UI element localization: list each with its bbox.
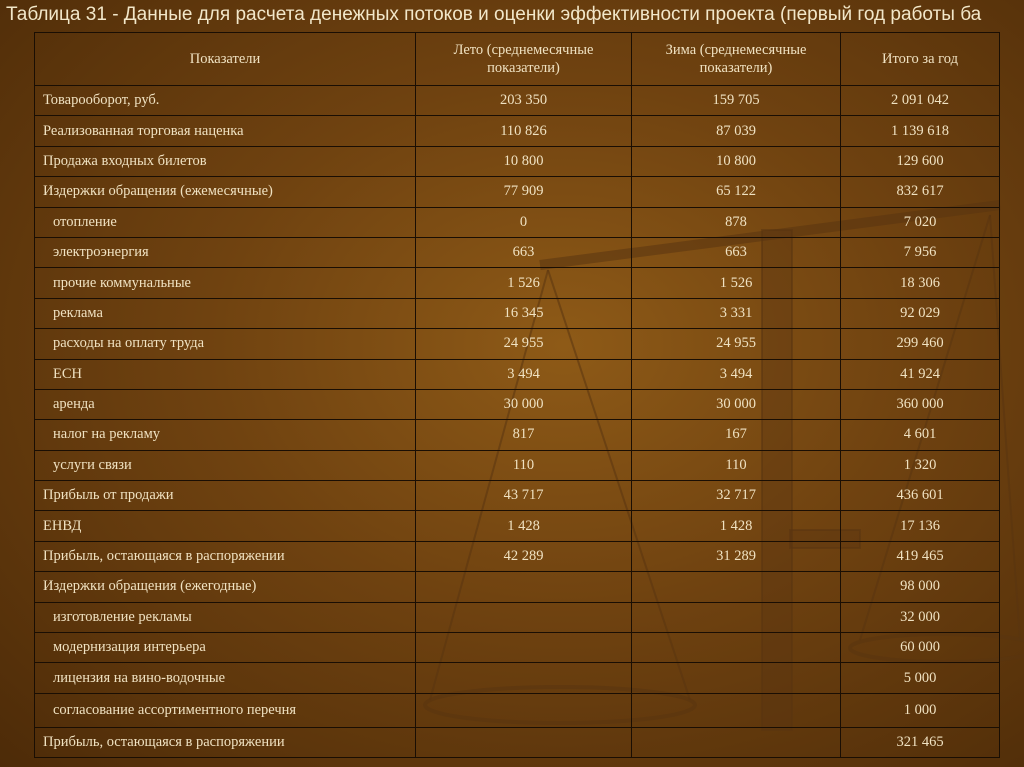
header-winter: Зима (среднемесячные показатели) (632, 33, 841, 86)
winter-value (632, 602, 841, 632)
slide-title: Таблица 31 - Данные для расчета денежных потоков и оценки эффективности проекта (первый год работы ба (6, 4, 982, 25)
total-value: 419 465 (841, 541, 1000, 571)
total-value: 436 601 (841, 481, 1000, 511)
row-label: ЕНВД (35, 511, 416, 541)
summer-value: 30 000 (416, 389, 632, 419)
table-row (35, 237, 1000, 267)
winter-value: 159 705 (632, 86, 841, 116)
total-value: 7 020 (841, 207, 1000, 237)
table-row (35, 727, 1000, 757)
total-value: 360 000 (841, 389, 1000, 419)
total-value: 1 320 (841, 450, 1000, 480)
summer-value: 663 (416, 237, 632, 267)
row-label: Прибыль, остающаяся в распоряжении (35, 727, 416, 757)
table-row (35, 116, 1000, 146)
row-label: Товарооборот, руб. (35, 86, 416, 116)
summer-value: 10 800 (416, 146, 632, 176)
table-row (35, 541, 1000, 571)
row-label: изготовление рекламы (35, 602, 416, 632)
total-value: 1 139 618 (841, 116, 1000, 146)
total-value: 321 465 (841, 727, 1000, 757)
row-label: расходы на оплату труда (35, 329, 416, 359)
table-row (35, 298, 1000, 328)
total-value: 832 617 (841, 177, 1000, 207)
winter-value: 167 (632, 420, 841, 450)
total-value: 5 000 (841, 663, 1000, 693)
row-label: Прибыль от продажи (35, 481, 416, 511)
winter-value: 1 428 (632, 511, 841, 541)
summer-value (416, 727, 632, 757)
summer-value: 16 345 (416, 298, 632, 328)
row-label: отопление (35, 207, 416, 237)
table-row (35, 481, 1000, 511)
table-row (35, 693, 1000, 727)
winter-value (632, 663, 841, 693)
row-label: согласование ассортиментного перечня (35, 693, 416, 727)
table-row (35, 389, 1000, 419)
winter-value: 110 (632, 450, 841, 480)
summer-value: 3 494 (416, 359, 632, 389)
table-header-row (35, 33, 1000, 86)
table-row (35, 177, 1000, 207)
winter-value: 663 (632, 237, 841, 267)
row-label: услуги связи (35, 450, 416, 480)
summer-value: 203 350 (416, 86, 632, 116)
winter-value: 31 289 (632, 541, 841, 571)
total-value: 32 000 (841, 602, 1000, 632)
row-label: прочие коммунальные (35, 268, 416, 298)
winter-value: 24 955 (632, 329, 841, 359)
winter-value (632, 693, 841, 727)
summer-value: 817 (416, 420, 632, 450)
row-label: Издержки обращения (ежегодные) (35, 572, 416, 602)
total-value: 92 029 (841, 298, 1000, 328)
summer-value (416, 602, 632, 632)
row-label: аренда (35, 389, 416, 419)
table-row (35, 511, 1000, 541)
row-label: Реализованная торговая наценка (35, 116, 416, 146)
header-indicators: Показатели (35, 33, 416, 86)
table-row (35, 602, 1000, 632)
winter-value: 878 (632, 207, 841, 237)
winter-value (632, 633, 841, 663)
winter-value: 32 717 (632, 481, 841, 511)
table-row (35, 663, 1000, 693)
table-row (35, 633, 1000, 663)
winter-value: 1 526 (632, 268, 841, 298)
summer-value: 0 (416, 207, 632, 237)
summer-value (416, 633, 632, 663)
winter-value: 10 800 (632, 146, 841, 176)
cashflow-data-table (34, 32, 1000, 758)
summer-value: 110 (416, 450, 632, 480)
total-value: 1 000 (841, 693, 1000, 727)
table-body (35, 86, 1000, 758)
table-row (35, 359, 1000, 389)
summer-value: 1 526 (416, 268, 632, 298)
row-label: ЕСН (35, 359, 416, 389)
row-label: электроэнергия (35, 237, 416, 267)
total-value: 41 924 (841, 359, 1000, 389)
winter-value (632, 727, 841, 757)
row-label: лицензия на вино-водочные (35, 663, 416, 693)
winter-value: 65 122 (632, 177, 841, 207)
summer-value: 43 717 (416, 481, 632, 511)
table-row (35, 450, 1000, 480)
winter-value: 87 039 (632, 116, 841, 146)
total-value: 60 000 (841, 633, 1000, 663)
total-value: 4 601 (841, 420, 1000, 450)
row-label: модернизация интерьера (35, 633, 416, 663)
summer-value (416, 693, 632, 727)
summer-value (416, 663, 632, 693)
total-value: 17 136 (841, 511, 1000, 541)
total-value: 7 956 (841, 237, 1000, 267)
row-label: реклама (35, 298, 416, 328)
summer-value: 1 428 (416, 511, 632, 541)
summer-value: 110 826 (416, 116, 632, 146)
table-row (35, 86, 1000, 116)
table-row (35, 207, 1000, 237)
header-total: Итого за год (841, 33, 1000, 86)
total-value: 2 091 042 (841, 86, 1000, 116)
row-label: налог на рекламу (35, 420, 416, 450)
total-value: 98 000 (841, 572, 1000, 602)
summer-value: 42 289 (416, 541, 632, 571)
summer-value: 77 909 (416, 177, 632, 207)
winter-value: 3 331 (632, 298, 841, 328)
total-value: 129 600 (841, 146, 1000, 176)
total-value: 299 460 (841, 329, 1000, 359)
winter-value: 3 494 (632, 359, 841, 389)
header-summer: Лето (среднемесячные показатели) (416, 33, 632, 86)
table-row (35, 420, 1000, 450)
table-row (35, 268, 1000, 298)
row-label: Прибыль, остающаяся в распоряжении (35, 541, 416, 571)
table-row (35, 329, 1000, 359)
table-row (35, 572, 1000, 602)
summer-value (416, 572, 632, 602)
total-value: 18 306 (841, 268, 1000, 298)
summer-value: 24 955 (416, 329, 632, 359)
winter-value: 30 000 (632, 389, 841, 419)
winter-value (632, 572, 841, 602)
row-label: Издержки обращения (ежемесячные) (35, 177, 416, 207)
table-row (35, 146, 1000, 176)
row-label: Продажа входных билетов (35, 146, 416, 176)
